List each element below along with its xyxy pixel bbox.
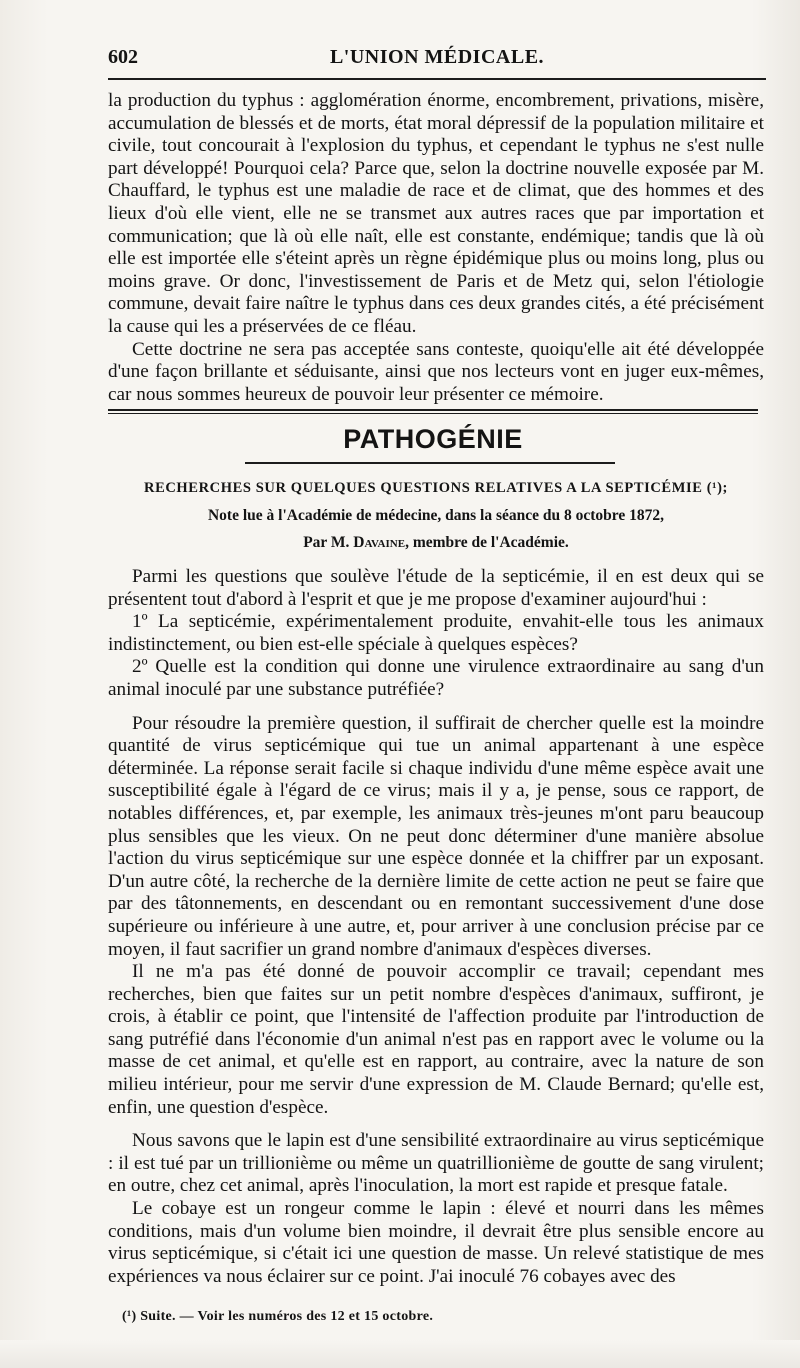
body-paragraph: 1º La septicémie, expérimentalement produite, envahit-elle tous les animaux indistinctement, ou bien est-elle spéciale à quelques espèces? bbox=[108, 611, 764, 655]
article-note: Note lue à l'Académie de médecine, dans la séance du 8 octobre 1872, bbox=[207, 507, 665, 524]
body-paragraph: Parmi les questions que soulève l'étude de la septicémie, il en est deux qui se présentent tout d'abord à l'esprit et que je me propose d'examiner aujourd'hui : bbox=[108, 566, 764, 610]
author-prefix: Par M. bbox=[303, 534, 350, 551]
section-divider bbox=[108, 409, 758, 411]
page-number: 602 bbox=[108, 46, 138, 68]
intro-paragraph: la production du typhus : agglomération énorme, encombrement, privations, misère, accumulation de blessés et de morts, état moral dépressif de la population militaire et civile, tout concourait à l'explosion du typhus, et cependant le typhus ne s'est nulle part développé! Pourquoi cela? Parce que, selon la doctrine nouvelle exposée par M. Chauffard, le typhus est une maladie de race et de climat, que des hommes et des lieux d'où elle vient, elle ne se transmet aux autres races que par importation et communication; que là où elle naît, elle est constante, endémique; tandis que là où elle est importée elle s'éteint après un règne épidémique plus ou moins long, plus ou moins grave. Or donc, l'investissement de Paris et de Metz qui, selon l'étiologie commune, devait faire naître le typhus dans ces deux grandes cités, a été précisément la cause qui les a préservées de ce fléau. bbox=[108, 90, 764, 337]
section-title: PATHOGÉNIE bbox=[343, 424, 523, 454]
body-paragraph: 2º Quelle est la condition qui donne une virulence extraordinaire au sang d'un animal inoculé par une substance putréfiée? bbox=[108, 656, 764, 700]
body-paragraph: Il ne m'a pas été donné de pouvoir accomplir ce travail; cependant mes recherches, bien que faites sur un petit nombre d'espèces d'animaux, suffiront, je crois, à établir ce point, que l'intensité de l'affection produite par l'introduction de sang putréfié dans l'économie d'un animal n'est pas en rapport avec le volume ou la masse de cet animal, et qu'elle est en rapport, au contraire, avec la nature de son milieu intérieur, pour me servir d'une expression de M. Claude Bernard; qu'elle est, enfin, une question d'espèce. bbox=[108, 961, 764, 1118]
author-name: Davaine bbox=[353, 534, 406, 551]
body-paragraph: Le cobaye est un rongeur comme le lapin : élevé et nourri dans les mêmes conditions, mais d'un volume bien moindre, il devrait être plus sensible encore au virus septicémique, si c'était ici une question de masse. Un relevé statistique de mes expériences va nous éclairer sur ce point. J'ai inoculé 76 cobayes avec des bbox=[108, 1198, 764, 1287]
author-suffix: , membre de l'Académie. bbox=[405, 534, 569, 551]
body-paragraph: Nous savons que le lapin est d'une sensibilité extraordinaire au virus septicémique : il est tué par un trillionième ou même un quatrillionième de goutte de sang virulent; en outre, chez cet animal, après l'inoculation, la mort est rapide et presque fatale. bbox=[108, 1130, 764, 1197]
article-title: RECHERCHES SUR QUELQUES QUESTIONS RELATIVES A LA SEPTICÉMIE (¹); bbox=[144, 480, 728, 496]
intro-paragraph: Cette doctrine ne sera pas acceptée sans conteste, quoiqu'elle ait été développée d'une façon brillante et séduisante, ainsi que nos lecteurs vont en juger eux-mêmes, car nous sommes heureux de pouvoir leur présenter ce mémoire. bbox=[108, 338, 764, 405]
footnote: (¹) Suite. — Voir les numéros des 12 et 15 octobre. bbox=[122, 1309, 434, 1324]
page-header bbox=[108, 44, 766, 74]
article-author bbox=[108, 534, 764, 552]
body-paragraph: Pour résoudre la première question, il suffirait de chercher quelle est la moindre quantité de virus septicémique qui tue un animal appartenant à une espèce déterminée. La réponse serait facile si chaque individu d'une même espèce avait une susceptibilité égale à l'égard de ce virus; mais il y a, je pense, sous ce rapport, de notables différences, et, par exemple, les animaux très-jeunes m'ont paru beaucoup plus sensibles que les vieux. On ne peut donc déterminer d'une manière absolue l'action du virus septicémique sur une espèce donnée et la chiffrer par un exposant. D'un autre côté, la recherche de la dernière limite de cette action ne peut se faire que par des tâtonnements, en descendant ou en remontant successivement d'une dose supérieure ou inférieure à une autre, et, pour arriver à une conclusion précise par ce moyen, il faut sacrifier un grand nombre d'animaux d'espèces diverses. bbox=[108, 712, 764, 960]
intro-text bbox=[108, 90, 764, 406]
header-rule bbox=[108, 78, 766, 80]
section-title-rule bbox=[245, 462, 615, 464]
page-bottom-edge bbox=[0, 1340, 800, 1368]
section-divider-thin bbox=[108, 413, 758, 414]
running-head: L'UNION MÉDICALE. bbox=[329, 46, 545, 68]
article-body bbox=[108, 566, 764, 1288]
